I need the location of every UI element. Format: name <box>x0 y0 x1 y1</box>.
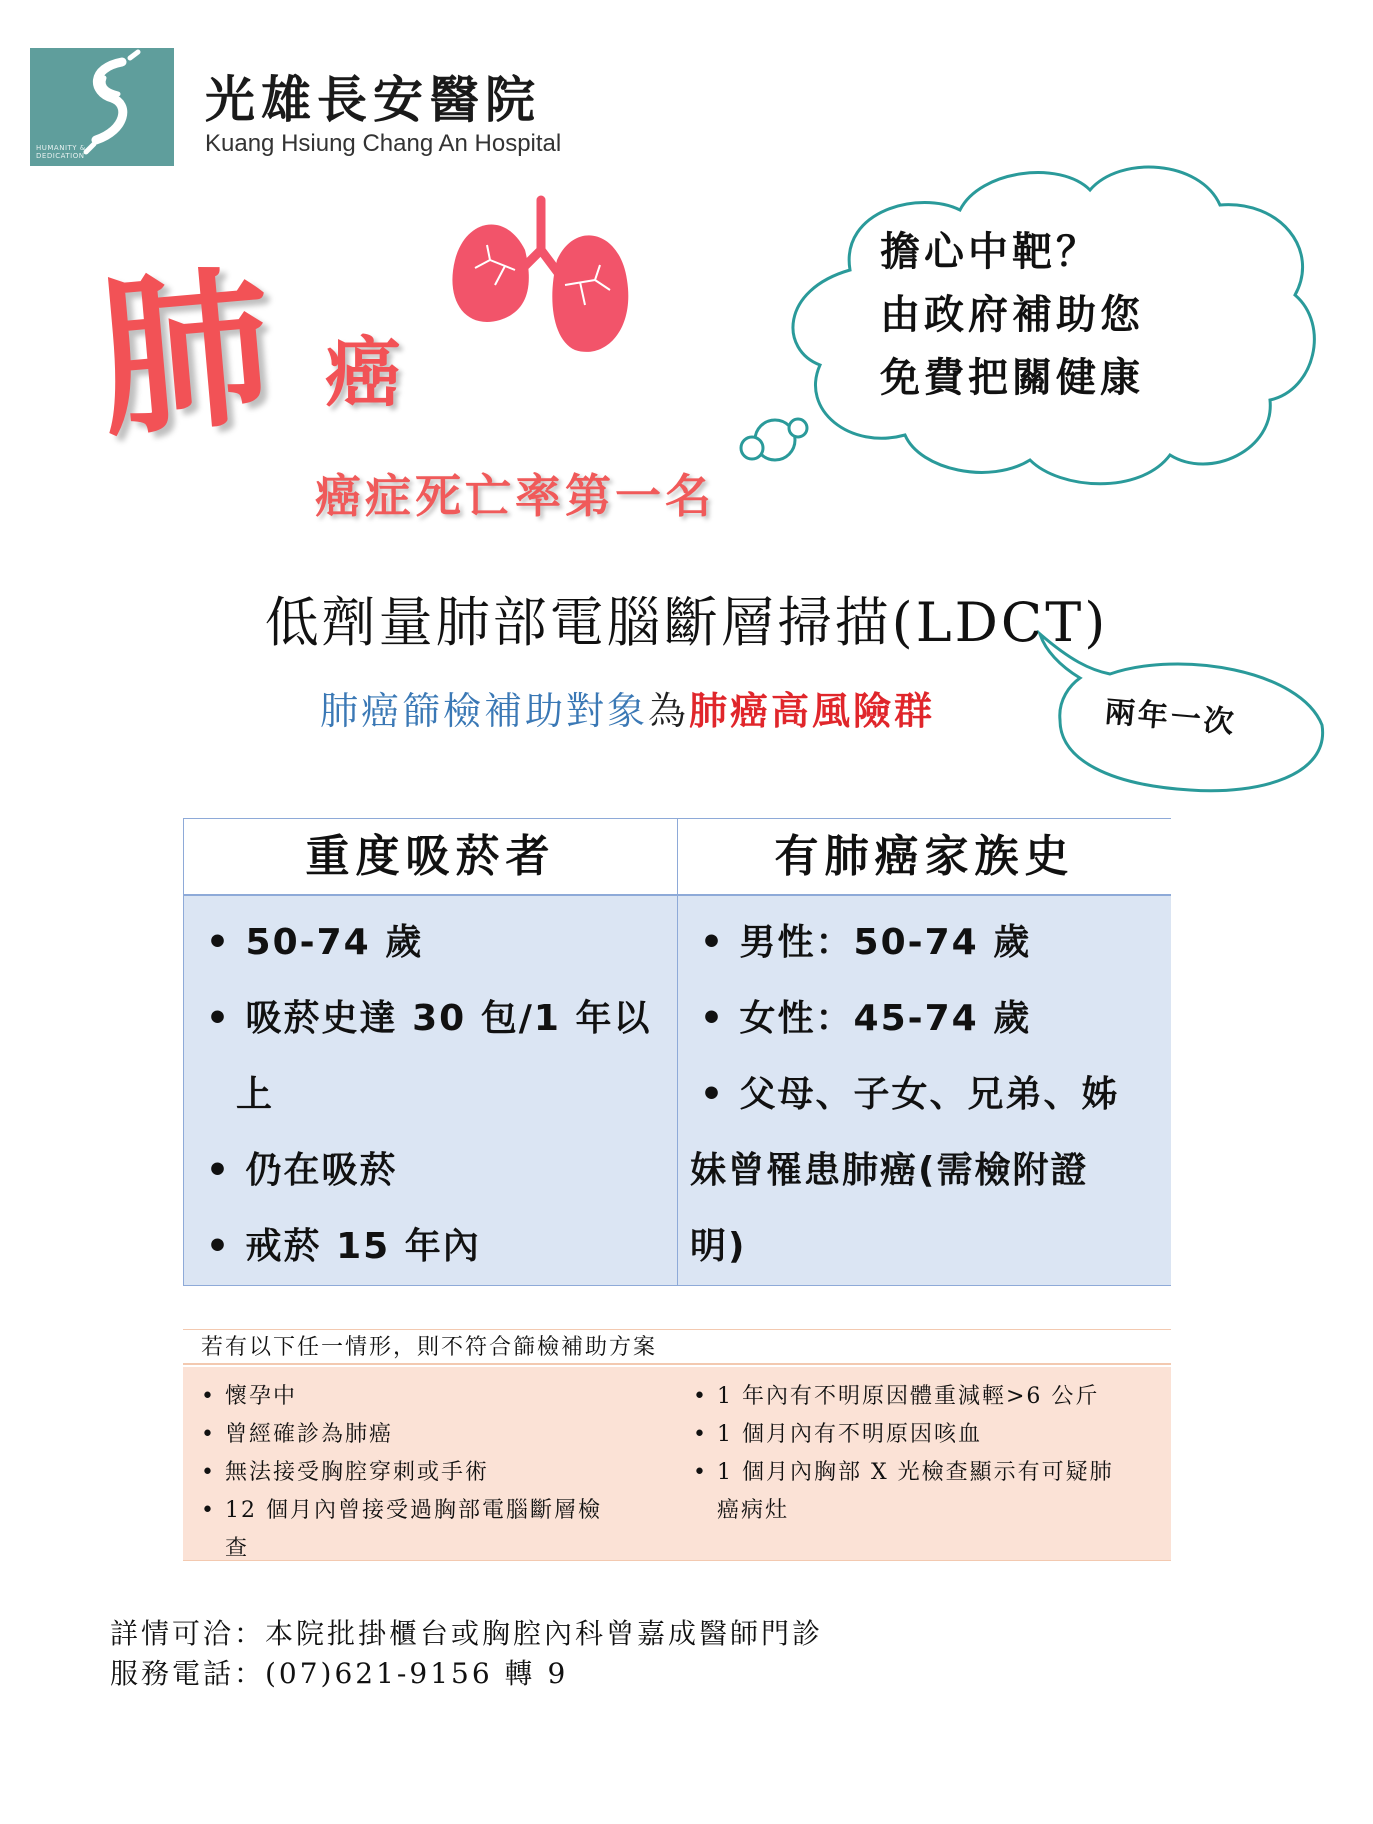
hospital-logo <box>30 48 174 166</box>
hero-lung-char: 肺 <box>91 248 279 462</box>
exclusion-item: • 曾經確診為肺癌 <box>201 1422 393 1447</box>
criteria-line: 上 <box>236 1074 275 1115</box>
lungs-icon <box>445 190 635 370</box>
exclusion-heading: 若有以下任一情形，則不符合篩檢補助方案 <box>183 1329 1171 1365</box>
family-history-body <box>678 896 1171 1285</box>
criteria-line: • 男性：50-74 歲 <box>700 922 1032 963</box>
heavy-smoker-column <box>184 819 678 1285</box>
logo-subtitle: HUMANITY & DEDICATION <box>36 144 86 160</box>
hospital-name-zh: 光雄長安醫院 <box>205 71 541 129</box>
exclusion-item: • 1 年內有不明原因體重減輕>6 公斤 <box>693 1384 1100 1409</box>
exclusion-item: • 1 個月內有不明原因咳血 <box>693 1422 982 1447</box>
criteria-line: • 50-74 歲 <box>206 922 424 963</box>
cloud-line-2: 由政府補助您 <box>880 292 1144 338</box>
exclusion-box <box>183 1329 1171 1561</box>
criteria-line: • 戒菸 15 年內 <box>206 1226 481 1267</box>
subtitle-connector: 為 <box>648 689 690 733</box>
exclusion-item: • 1 個月內胸部 X 光檢查顯示有可疑肺 <box>693 1460 1114 1485</box>
eligibility-table <box>183 818 1171 1286</box>
hospital-name-en: Kuang Hsiung Chang An Hospital <box>205 130 562 157</box>
heavy-smoker-heading: 重度吸菸者 <box>184 819 677 896</box>
family-history-heading: 有肺癌家族史 <box>678 819 1171 896</box>
exclusion-item: • 無法接受胸腔穿刺或手術 <box>201 1460 489 1485</box>
exclusion-body <box>183 1367 1171 1561</box>
heavy-smoker-body <box>184 896 677 1285</box>
exclusion-item: • 12 個月內曾接受過胸部電腦斷層檢 <box>201 1498 602 1523</box>
criteria-line: • 仍在吸菸 <box>206 1150 398 1191</box>
exclusion-item: 查 <box>225 1536 250 1561</box>
family-history-column <box>678 819 1171 1285</box>
criteria-line: • 父母、子女、兄弟、姊 <box>700 1074 1120 1115</box>
phone-number: 服務電話：(07)621-9156 轉 9 <box>110 1657 569 1690</box>
criteria-line: 妹曾罹患肺癌(需檢附證 <box>690 1150 1089 1191</box>
criteria-line: • 吸菸史達 30 包/1 年以 <box>206 998 652 1039</box>
main-title: 低劑量肺部電腦斷層掃描(LDCT) <box>264 591 1109 654</box>
exclusion-item: 癌病灶 <box>717 1498 790 1523</box>
hero-rank-text: 癌症死亡率第一名 <box>315 469 715 523</box>
criteria-line: 明) <box>690 1226 747 1267</box>
contact-info: 詳情可洽：本院批掛櫃台或胸腔內科曾嘉成醫師門診 <box>110 1617 824 1650</box>
criteria-line: • 女性：45-74 歲 <box>700 998 1032 1039</box>
subtitle-risk-group: 肺癌高風險群 <box>689 688 936 733</box>
hero-cancer-char: 癌 <box>325 328 401 417</box>
screening-frequency: 兩年一次 <box>1103 694 1238 741</box>
exclusion-item: • 懷孕中 <box>201 1384 297 1409</box>
cloud-line-3: 免費把關健康 <box>880 355 1144 401</box>
subtitle <box>320 680 935 735</box>
subtitle-target: 肺癌篩檢補助對象 <box>320 689 649 733</box>
cloud-line-1: 擔心中靶？ <box>880 229 1100 275</box>
